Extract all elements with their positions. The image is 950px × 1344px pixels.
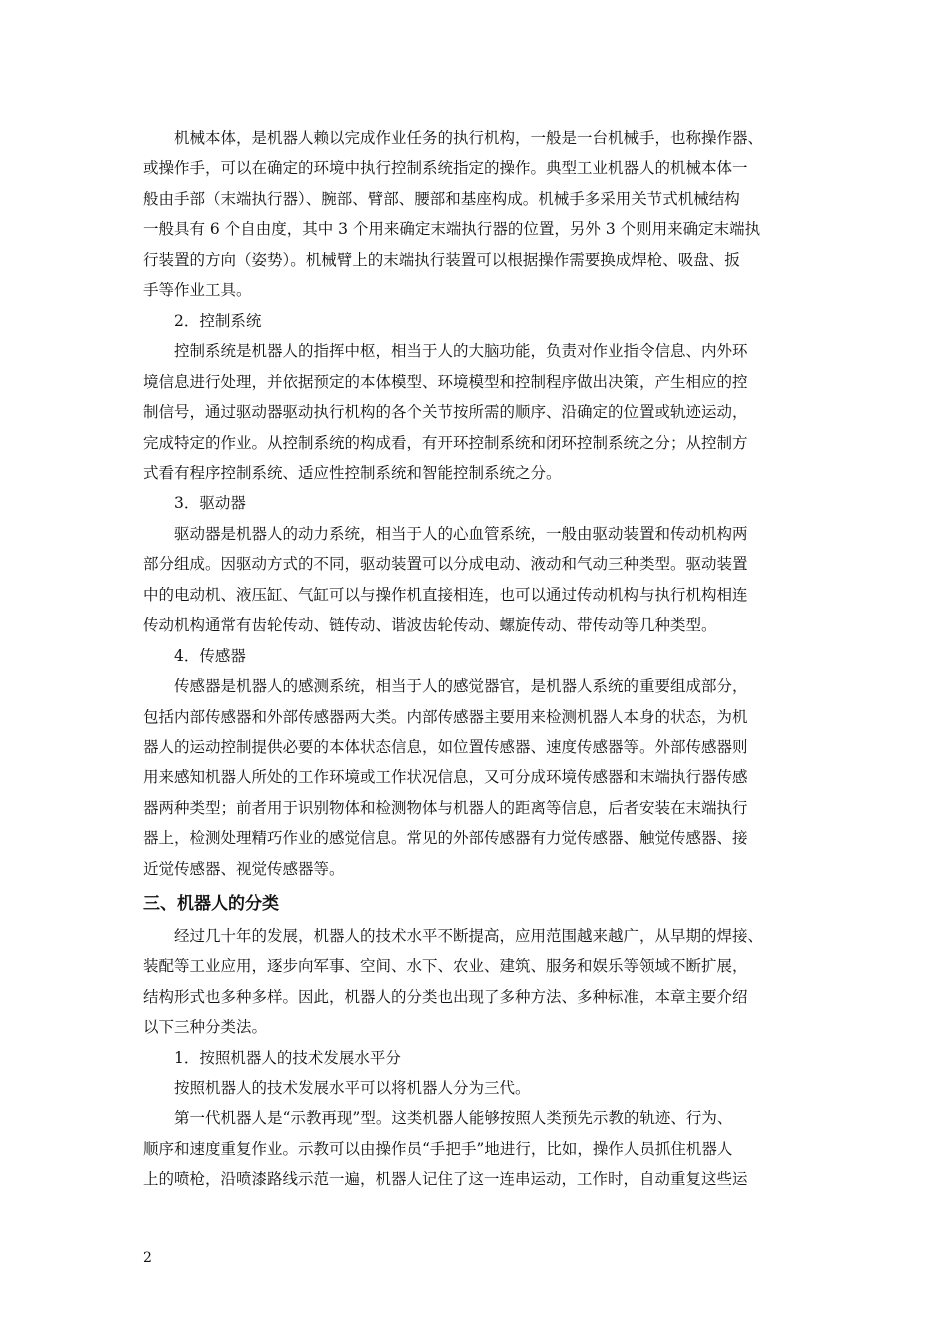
text-line: 机械本体，是机器人赖以完成作业任务的执行机构，一般是一台机械手，也称操作器、 <box>143 129 764 147</box>
text-line: 手等作业工具。 <box>143 281 252 300</box>
text-line: 近觉传感器、视觉传感器等。 <box>143 859 345 878</box>
text-line: 行装置的方向（姿势）。机械臂上的末端执行装置可以根据操作需要换成焊枪、吸盘、扳 <box>143 250 740 269</box>
text-line: 器上，检测处理精巧作业的感觉信息。常见的外部传感器有力觉传感器、触觉传感器、接 <box>143 829 748 848</box>
text-line: 3．驱动器 <box>143 494 246 513</box>
text-line: 传动机构通常有齿轮传动、链传动、谐波齿轮传动、螺旋传动、带传动等几种类型。 <box>143 616 717 635</box>
text-line: 或操作手，可以在确定的环境中执行控制系统指定的操作。典型工业机器人的机械本体一 <box>143 159 748 178</box>
text-line: 控制系统是机器人的指挥中枢，相当于人的大脑功能，负责对作业指令信息、内外环 <box>143 342 748 361</box>
text-line: 上的喷枪，沿喷漆路线示范一遍，机器人记住了这一连串运动，工作时，自动重复这些运 <box>143 1170 748 1189</box>
text-line: 器人的运动控制提供必要的本体状态信息，如位置传感器、速度传感器等。外部传感器则 <box>143 738 748 756</box>
text-line: 结构形式也多种多样。因此，机器人的分类也出现了多种方法、多种标准，本章主要介绍 <box>143 987 748 1006</box>
text-line: 器两种类型；前者用于识别物体和检测物体与机器人的距离等信息，后者安装在末端执行 <box>143 798 748 817</box>
text-line: 按照机器人的技术发展水平可以将机器人分为三代。 <box>143 1078 531 1097</box>
page-number: 2 <box>143 1250 152 1266</box>
text-line: 部分组成。因驱动方式的不同，驱动装置可以分成电动、液动和气动三种类型。驱动装置 <box>143 555 748 574</box>
text-line: 第一代机器人是“示教再现”型。这类机器人能够按照人类预先示教的轨迹、行为、 <box>143 1109 733 1128</box>
text-line: 般由手部（末端执行器）、腕部、臂部、腰部和基座构成。机械手多采用关节式机械结构 <box>143 189 740 208</box>
text-line: 顺序和速度重复作业。示教可以由操作员“手把手”地进行，比如，操作人员抓住机器人 <box>143 1139 733 1158</box>
text-line: 驱动器是机器人的动力系统，相当于人的心血管系统，一般由驱动装置和传动机构两 <box>143 524 748 543</box>
text-line: 制信号，通过驱动器驱动执行机构的各个关节按所需的顺序、沿确定的位置或轨迹运动， <box>143 403 748 422</box>
text-line: 2．控制系统 <box>143 311 262 330</box>
text-line: 传感器是机器人的感测系统，相当于人的感觉器官，是机器人系统的重要组成部分， <box>143 677 748 696</box>
text-line: 完成特定的作业。从控制系统的构成看，有开环控制系统和闭环控制系统之分；从控制方 <box>143 433 748 452</box>
text-line: 式看有程序控制系统、适应性控制系统和智能控制系统之分。 <box>143 463 562 482</box>
text-line: 一般具有 6 个自由度，其中 3 个用来确定末端执行器的位置，另外 3 个则用来确定末端执 <box>143 220 761 239</box>
text-line: 1．按照机器人的技术发展水平分 <box>143 1048 401 1067</box>
text-line: 经过几十年的发展，机器人的技术水平不断提高，应用范围越来越广，从早期的焊接、 <box>143 926 764 945</box>
text-line: 境信息进行处理，并依据预定的本体模型、环境模型和控制程序做出决策，产生相应的控 <box>143 372 748 391</box>
text-line: 4．传感器 <box>143 646 246 665</box>
text-line: 装配等工业应用，逐步向军事、空间、水下、农业、建筑、服务和娱乐等领域不断扩展， <box>143 957 748 976</box>
text-line: 用来感知机器人所处的工作环境或工作状况信息，又可分成环境传感器和末端执行器传感 <box>143 768 748 787</box>
text-line: 以下三种分类法。 <box>143 1018 268 1037</box>
text-line: 中的电动机、液压缸、气缸可以与操作机直接相连，也可以通过传动机构与执行机构相连 <box>143 585 748 604</box>
text-line: 包括内部传感器和外部传感器两大类。内部传感器主要用来检测机器人本身的状态，为机 <box>143 707 748 726</box>
section-heading: 三、机器人的分类 <box>143 894 279 915</box>
